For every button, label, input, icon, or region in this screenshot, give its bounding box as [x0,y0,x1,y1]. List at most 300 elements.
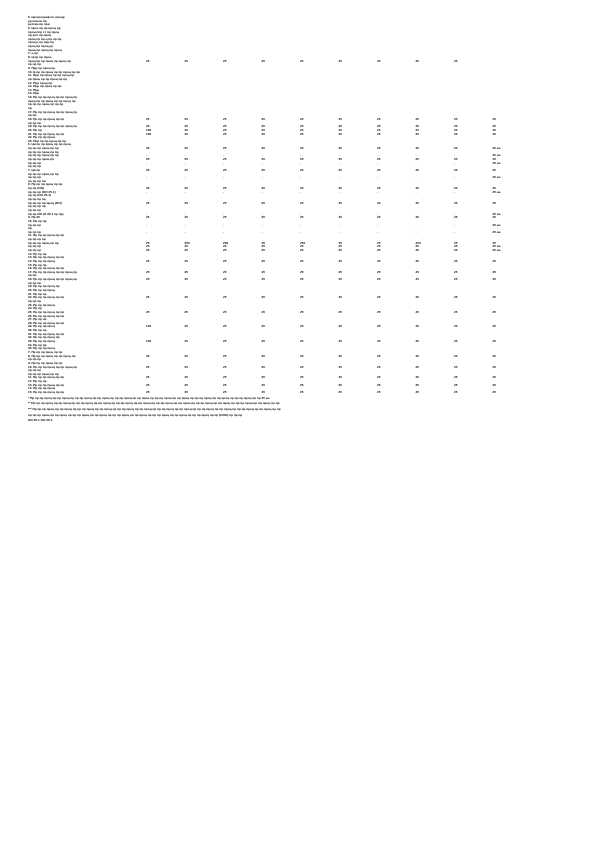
value-cell: 25 [223,244,227,249]
value-cell: 25 [377,382,381,387]
value-cell: - [377,222,379,227]
value-cell: - [184,175,186,180]
row-label: пр пр пр [28,357,41,362]
value-cell: 25 [338,269,342,274]
value-cell: 25 [338,200,342,205]
value-cell: - [454,229,456,234]
value-cell: 25 [184,156,188,161]
row-label: пр [28,106,32,111]
row-values [146,147,568,151]
row-label: 16. Пр пр пр проц пр пр [28,266,65,271]
value-cell: 25 [184,127,188,132]
value-cell: - [300,222,302,227]
value-cell: 25 ен. [492,175,502,180]
value-cell: - [223,189,225,194]
value-cell: 25 [415,295,419,300]
value-cell: 25 [184,248,188,252]
value-cell: - [338,189,340,194]
value-cell: 25 [415,146,419,151]
footnote-line: * Пр пр пр проц пр пр проц пр пр пр проц пр пр проц пр пр пр проц пр пр проц пр пр пр проц пр пр проц пр пр пр проц пр пр проц пр пр пр проц пр пр 25 ен. [28,395,271,400]
row-label: проц пр пр ц пр пр пр [28,36,62,41]
row-label: 13. Пр пр пр проц пр пр [28,255,65,260]
row-values [146,278,568,282]
value-cell: - [184,160,186,165]
value-cell: 25 [454,258,458,263]
row-values [146,260,568,264]
row-values [146,191,568,195]
value-cell: 25 [454,124,458,129]
value-cell: 25 [261,295,265,300]
value-cell: 25 [146,248,150,252]
value-cell: 25 [300,146,304,151]
value-cell: 25 ен. [492,153,502,158]
row-label: пр пр пр [28,222,41,227]
value-cell: 25 [415,167,419,172]
value-cell: - [415,175,417,180]
row-label: пр пр ОО (О 25.1 пр пр) [28,211,64,216]
value-cell: 25 [415,156,419,161]
row-label: пр пр пр пр [28,237,46,242]
value-cell: 25 [223,375,227,380]
value-cell: 25 [338,131,342,136]
row-label: 24. Пр пр [28,306,42,311]
row-label: 30. Пр пр пр [28,328,47,333]
row-label: 15. Прр [28,91,40,96]
value-cell: 25 [492,240,496,245]
row-label: пр пр пр [28,280,41,285]
value-cell: - [377,211,379,216]
value-cell: 25 [300,248,304,252]
value-cell: 25 ен. [492,229,502,234]
value-cell: 25 [300,375,304,380]
value-cell: 25 [338,215,342,220]
value-cell: - [223,229,225,234]
row-values [146,325,568,329]
row-label: проц пр проц рр [28,44,54,49]
value-cell: 25 [377,277,381,282]
value-cell: 25 [492,295,496,300]
row-label: 19. Пр пр пр проц пр пр проц пр [28,124,78,129]
value-cell: 25 [146,244,150,249]
value-cell: - [184,211,186,216]
row-label: 7. Цн пр [28,167,41,172]
value-cell: 25 [223,116,227,121]
row-label: 15. Пр пр пр проц пр пр [28,389,65,394]
value-cell: 25 [184,131,188,136]
value-cell: 25 [492,258,496,263]
value-cell: 25 [415,215,419,220]
row-label: пр пр пр проц пр пр [28,371,59,376]
value-cell: 25 [454,131,458,136]
row-values [146,224,568,228]
value-cell: - [377,160,379,165]
value-cell: 25 [377,156,381,161]
value-cell: 25 [338,277,342,282]
value-cell: 25 [223,269,227,274]
value-cell: 25 [146,258,150,263]
value-cell: 25 ен. [492,222,502,227]
row-label: 9. Пр 25 [28,215,40,220]
value-cell: 25 [261,309,265,314]
row-label: 26. Пр пр пр проц пр пр [28,313,65,318]
row-label: пр пр пр [28,244,41,249]
value-cell: 25 [261,324,265,329]
value-cell: - [223,211,225,216]
row-values [146,60,568,64]
value-cell: 25 [184,382,188,387]
value-cell: - [454,222,456,227]
document-page [28,16,568,423]
value-cell: 25 [377,295,381,300]
row-label: 21. Пр пр пр проц пр пр [28,131,65,136]
value-cell: 25 [377,309,381,314]
value-cell: - [338,222,340,227]
value-cell: - [377,229,379,234]
row-label: 13. Пр пр пр проц пр пр [28,382,65,387]
row-label: 20. Пр пр [28,127,42,132]
value-cell: 25 [146,186,150,191]
value-cell: 25 [377,240,381,245]
row-label: пр пр пр [28,160,41,165]
value-cell: 25 [338,124,342,129]
value-cell: 25 [184,375,188,380]
row-label: пр пр пр проц пр пр [28,153,59,158]
value-cell: 25 [338,186,342,191]
row-label: проц пр пр проц пр пр проц пр [28,98,76,103]
value-cell: 25 [454,309,458,314]
value-cell: 25 [261,124,265,129]
row-values [146,376,568,380]
value-cell: 25 [300,167,304,172]
row-label: проц пр пр проц пр проц пр [28,58,71,63]
value-cell: - [184,229,186,234]
value-cell: 25 [146,215,150,220]
footnote-line: пр пр пр проц пр пр проц пр пр пр проц пр пр проц пр пр пр проц пр пр проц пр пр пр проц пр пр проц пр пр пр проц пр пр (ООО) пр пр пр [28,412,243,417]
value-cell: 25 [377,375,381,380]
value-cell: 25 [338,156,342,161]
row-values [146,133,568,137]
value-cell: - [377,153,379,158]
value-cell: - [415,222,417,227]
value-cell: - [300,160,302,165]
value-cell: 25 [300,215,304,220]
value-cell: 25 [454,364,458,369]
value-cell: - [454,160,456,165]
row-label: 11. Прр пр проц пр пр проц пр [28,73,75,78]
value-cell: 25 [184,258,188,263]
row-label: 13. Прр пр проц пр пр [28,84,62,89]
value-cell: 25 [377,116,381,121]
value-cell: - [338,175,340,180]
value-cell: 25 [454,200,458,205]
value-cell: 25 [492,353,496,358]
row-values [146,169,568,173]
row-label: 27. Пр пр пр [28,317,47,322]
value-cell: 25 [377,269,381,274]
value-cell: 250 [184,240,190,245]
value-cell: 25 [261,116,265,121]
value-cell: 25 [184,167,188,172]
value-cell: 25 [415,258,419,263]
row-label: 10. Пр пр пр [28,218,47,223]
value-cell: 25 [261,339,265,344]
value-cell: 25 [300,269,304,274]
value-cell: - [146,153,148,158]
value-cell: 25 [415,269,419,274]
value-cell: 25 [492,200,496,205]
value-cell: - [146,229,148,234]
row-label: пр пр пр [28,298,41,303]
value-cell: 25 [146,295,150,300]
value-cell: 25 [184,215,188,220]
value-cell: 25 [184,364,188,369]
value-cell: - [261,160,263,165]
value-cell: 25 [300,124,304,129]
value-cell: - [223,222,225,227]
row-values [146,296,568,300]
value-cell: - [261,153,263,158]
value-cell: 25 [261,240,265,245]
value-cell: 25 [300,186,304,191]
row-label: пр пр пр [28,229,41,234]
value-cell: 25 [338,258,342,263]
value-cell: 25 [377,364,381,369]
value-cell: 25 [377,353,381,358]
value-cell: - [223,175,225,180]
value-cell: 25 [184,269,188,274]
value-cell: - [146,175,148,180]
value-cell: 25 [146,389,150,394]
value-cell: 25 [223,146,227,151]
value-cell: 25 [184,244,188,249]
value-cell: 25 [415,324,419,329]
value-cell: 25 [300,339,304,344]
value-cell: 25 [146,309,150,314]
value-cell: 25 [415,248,419,252]
value-cell: 25 [492,364,496,369]
row-label: 8. Пр пр пр проц пр пр проц пр [28,353,76,358]
value-cell: - [338,153,340,158]
value-cell: 25 [415,124,419,129]
value-cell: 25 [492,382,496,387]
row-label: пр [28,226,32,231]
value-cell: 25 [492,324,496,329]
value-cell: 25 [184,353,188,358]
value-cell: 25 [300,389,304,394]
row-label: 14. Пр пр пр проц [28,258,55,263]
value-cell: 25 [261,389,265,394]
value-cell: 25 [146,124,150,129]
value-cell: 25 [454,324,458,329]
value-cell: 25 [223,258,227,263]
value-cell: - [454,189,456,194]
row-label: 25. Пр пр пр проц пр пр [28,309,65,314]
row-label: 21. Пр пр пр [28,291,47,296]
value-cell: 25 [261,167,265,172]
value-cell: 25 [454,269,458,274]
value-cell: 25 [261,353,265,358]
footnotes [28,397,568,423]
row-label: 33. Пр пр пр проц [28,339,55,344]
value-cell: 25 [146,116,150,121]
row-values [146,366,568,370]
row-label: пр пр (ОО 25.1) [28,193,51,198]
value-cell: 25 [492,389,496,394]
value-cell: 25 [338,353,342,358]
value-cell: 25 [377,167,381,172]
row-label: 18. Пр пр пр проц пр пр проц пр [28,277,78,282]
value-cell: 25 [184,116,188,121]
value-cell: - [261,189,263,194]
value-cell: 25 [184,339,188,344]
value-cell: 25 [223,167,227,172]
value-cell: - [300,229,302,234]
value-cell: 25 [415,244,419,249]
value-cell: 25 [146,200,150,205]
row-label: пр пр пр [28,248,41,252]
value-cell: 25 [454,389,458,394]
value-cell: 25 [338,146,342,151]
row-values [146,249,568,253]
value-cell: 25 [184,200,188,205]
value-cell: - [300,175,302,180]
value-cell: 25 [184,309,188,314]
value-cell: - [261,222,263,227]
value-cell: 25 [261,269,265,274]
footnote-line: ОО 25.1 ОО 25.1. [28,418,54,423]
value-cell: 25 [146,353,150,358]
row-label: 14. Прр [28,87,40,92]
row-label: пр пр пр [28,207,41,212]
footnote-line: *** Пр пр пр проц пр пр проц пр пр пр проц пр пр проц пр пр пр проц пр пр проц пр пр пр проц пр пр проц пр пр пр проц пр пр проц пр пр пр проц пр пр проц пр пр [28,406,281,411]
row-label: 35. Пр пр пр проц [28,346,55,351]
value-cell: 25 [223,156,227,161]
value-cell: 25 ен. [492,189,502,194]
value-cell: 25 [338,248,342,252]
row-label: пр пр пр пр [28,197,46,202]
value-cell: 25 [415,186,419,191]
row-values [146,162,568,166]
value-cell: - [261,229,263,234]
row-label: пр пр пр проц пр [28,156,55,161]
row-label: 12. Пр пр пр [28,379,47,384]
row-label: проц ппр ст пр проц [28,29,60,34]
value-cell: 25 [377,58,381,63]
tariff-table [28,16,568,395]
value-cell: 25 [261,375,265,380]
row-label: 6. Цн пр пр проц пр пр проц [28,142,71,147]
row-label: 8. Ц пр пр проц [28,55,52,60]
row-label: 17. Пр пр пр проц пр пр проц пр [28,269,78,274]
value-cell: 25 [454,146,458,151]
value-cell: 25 [300,277,304,282]
value-cell: 25 [338,375,342,380]
value-cell: 25 [415,389,419,394]
row-label: 19. Пр пр пр проц пр [28,284,60,289]
value-cell: - [415,160,417,165]
value-cell: - [261,211,263,216]
row-label: пр пр пр проц пр пр [28,146,59,151]
value-cell: 25 [415,200,419,205]
value-cell: 25 [223,382,227,387]
row-label: пр пр пр (ОО 25.1) [28,189,56,194]
value-cell: - [415,153,417,158]
row-label: пр пр пр проц пр пр [28,171,59,176]
value-cell: 25 [146,167,150,172]
value-cell [493,60,519,64]
row-values [146,384,568,388]
value-cell: 25 [415,364,419,369]
value-cell: 25 [338,324,342,329]
value-cell: 25 [223,200,227,205]
row-label: пр пр пр пр проц (ОО) [28,200,62,205]
value-cell: 25 [261,156,265,161]
value-cell: - [454,211,456,216]
value-cell: - [223,160,225,165]
row-label: пр пр пр пр [28,178,46,183]
value-cell: 25 [300,295,304,300]
row-values [146,216,568,220]
row-label: пр проц пр пр проц пр пр [28,76,68,81]
value-cell: - [454,175,456,180]
row-label: 22. Пр пр пр проц пр пр [28,295,65,300]
value-cell: 25 [223,186,227,191]
value-cell: 25 [415,277,419,282]
row-values [146,202,568,206]
value-cell: 25 [300,309,304,314]
value-cell: 25 [454,116,458,121]
row-label: 31. Пр пр пр проц пр пр [28,331,65,336]
value-cell: 25 [454,375,458,380]
value-cell: - [415,211,417,216]
value-cell: 25 [415,382,419,387]
row-label: 23. Прр пр пр проц пр пр [28,138,67,143]
value-cell: 25 [261,382,265,387]
value-cell: - [146,211,148,216]
value-cell: - [377,175,379,180]
value-cell: 25 [338,309,342,314]
row-label: пр пр (ОО) [28,186,45,191]
value-cell: 25 ен. [492,160,502,165]
value-cell: - [454,153,456,158]
row-values [146,271,568,275]
value-cell: 25 [300,200,304,205]
row-values [146,391,568,395]
value-cell: 25 [223,277,227,282]
value-cell: 25 [454,277,458,282]
value-cell: 25 [223,389,227,394]
value-cell: 25 [261,215,265,220]
row-label: пр пр [28,113,37,118]
row-label: 32. Пр пр пр проц пр [28,335,60,340]
value-cell: 25 [338,58,342,63]
row-label: проц р пр прр пр [28,40,55,45]
value-cell: 25 [454,353,458,358]
value-cell: 25 [454,295,458,300]
value-cell: 25 [146,240,150,245]
value-cell: 25 [223,124,227,129]
value-cell: - [300,153,302,158]
value-cell: 25 [261,186,265,191]
value-cell: 25 [300,364,304,369]
value-cell: 25 [492,116,496,121]
value-cell: 25 [261,244,265,249]
value-cell: 25 [338,339,342,344]
value-cell: 25 [454,339,458,344]
value-cell: 25 [300,58,304,63]
row-values [146,231,568,235]
value-cell: 250 [415,240,421,245]
